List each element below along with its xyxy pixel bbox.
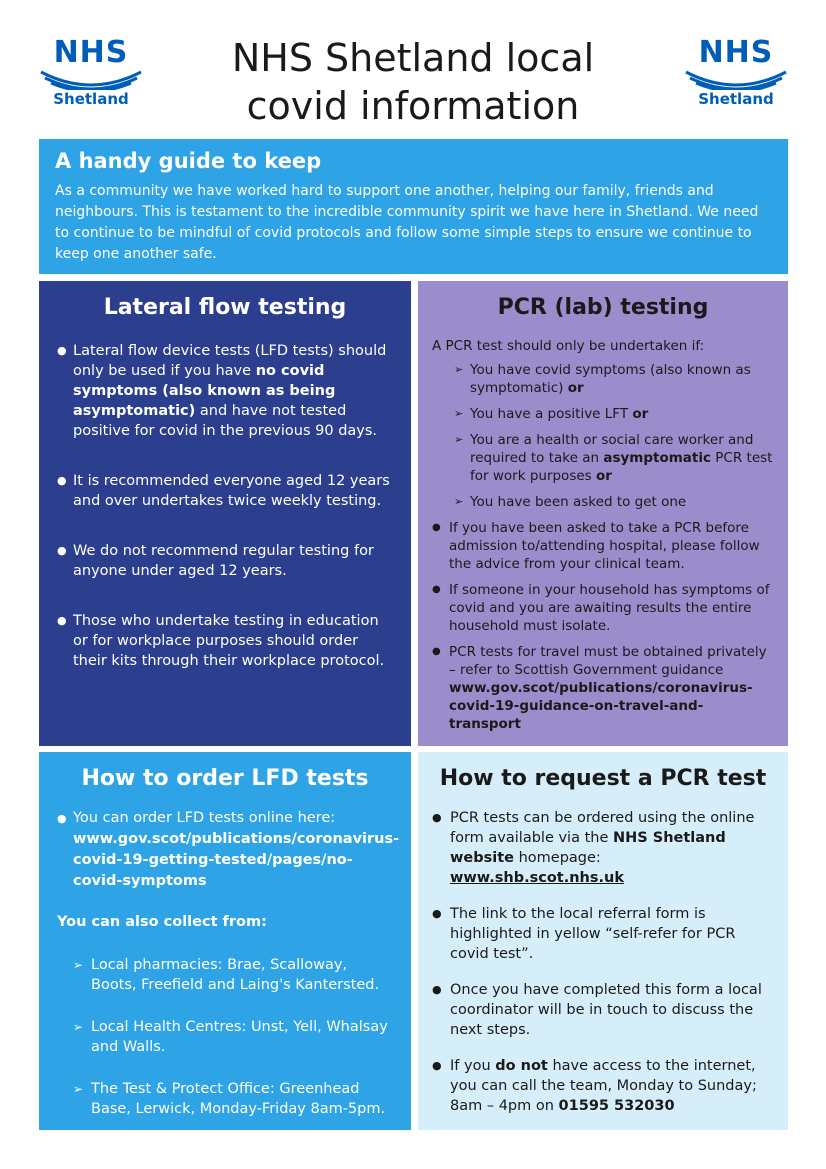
- travel-guidance-link[interactable]: www.gov.scot/publications/coronavirus-covid-19-guidance-on-travel-and-transport: [449, 680, 753, 732]
- title-line-2: covid information: [246, 84, 580, 128]
- item-emphasis: or: [567, 380, 584, 396]
- item-emphasis: or: [632, 406, 649, 422]
- nhs-shetland-logo-right: [683, 35, 789, 112]
- phone-number[interactable]: 01595 532030: [558, 1098, 675, 1114]
- item-text: homepage:: [513, 850, 601, 866]
- item-text: You are a health or social care worker and required to take an: [470, 432, 754, 466]
- item-text: You can order LFD tests online here:: [73, 810, 336, 826]
- logo-place: Shetland: [698, 90, 774, 108]
- item-text: You have covid symptoms (also known as symptomatic): [470, 362, 751, 396]
- pcr-intro: A PCR test should only be undertaken if:: [432, 338, 705, 354]
- item-text: PCR tests for travel must be obtained privately – refer to Scottish Government guidance: [449, 644, 767, 678]
- list-item: [454, 431, 774, 485]
- pcr-bullets: [432, 519, 774, 733]
- list-item: ➢ The Test & Protect Office: Greenhead Base, Lerwick, Monday-Friday 8am-5pm.: [73, 1079, 393, 1119]
- list-item: [57, 341, 393, 441]
- list-item: [454, 361, 774, 397]
- list-item: ● The link to the local referral form is highlighted in yellow “self-refer for PCR covid test”.: [432, 904, 774, 964]
- list-item: ➢ Local pharmacies: Brae, Scalloway, Boots, Freefield and Laing's Kantersted.: [73, 955, 393, 995]
- order-lfd-heading: How to order LFD tests: [81, 766, 369, 791]
- logo-brand: NHS: [53, 35, 129, 70]
- list-item: ● If you have been asked to take a PCR before admission to/attending hospital, please follow the advice from your clinical team.: [432, 519, 774, 573]
- wave-icon: [39, 68, 143, 90]
- logo-place: Shetland: [53, 90, 129, 108]
- request-list: [432, 808, 774, 1116]
- pcr-heading: PCR (lab) testing: [497, 295, 709, 320]
- intro-heading: A handy guide to keep: [55, 149, 322, 173]
- intro-body: As a community we have worked hard to support one another, helping our family, friends and neighbours. This is testament to the incredible community spirit we have here in Shetland. We need to continue to be mindful of covid protocols and follow some simple steps to ensure we continue to keep one another safe.: [55, 183, 759, 262]
- list-item: ➢ Local Health Centres: Unst, Yell, Whalsay and Walls.: [73, 1017, 393, 1057]
- collect-locations: [73, 955, 393, 1119]
- order-lfd-link[interactable]: www.gov.scot/publications/coronavirus-covid-19-getting-tested/pages/no-covid-symptoms: [73, 831, 400, 889]
- item-emphasis: asymptomatic: [603, 450, 711, 466]
- order-list: [57, 808, 400, 892]
- pcr-conditions: [454, 361, 774, 511]
- list-item: ● Once you have completed this form a local coordinator will be in touch to discuss the next steps.: [432, 980, 774, 1040]
- intro-section: [39, 139, 788, 274]
- list-item: [432, 808, 774, 888]
- item-emphasis: NHS Shetland website: [450, 830, 726, 866]
- order-lfd-panel: [39, 752, 411, 1130]
- list-item: ● We do not recommend regular testing for anyone under aged 12 years.: [57, 541, 393, 581]
- page-header: [0, 0, 826, 136]
- list-item: [432, 1056, 774, 1116]
- page-title: [190, 34, 636, 130]
- collect-heading: You can also collect from:: [57, 914, 267, 930]
- lateral-flow-list: [57, 341, 393, 671]
- logo-brand: NHS: [698, 35, 774, 70]
- lateral-flow-panel: [39, 281, 411, 746]
- item-text: have access to the internet, you can call the team, Monday to Sunday; 8am – 4pm on: [450, 1058, 757, 1114]
- list-item: ● Those who undertake testing in education or for workplace purposes should order their kits through their workplace protocol.: [57, 611, 393, 671]
- list-item: [432, 643, 774, 733]
- item-text: PCR test for work purposes: [470, 450, 773, 484]
- list-item: [454, 405, 774, 423]
- item-text: and have not tested positive for covid in the previous 90 days.: [73, 403, 378, 439]
- item-text: PCR tests can be ordered using the online form available via the: [450, 810, 755, 846]
- shb-website-link[interactable]: www.shb.scot.nhs.uk: [450, 870, 624, 886]
- lateral-flow-heading: Lateral flow testing: [103, 295, 347, 320]
- item-emphasis: or: [595, 468, 612, 484]
- list-item: ● It is recommended everyone aged 12 years and over undertakes twice weekly testing.: [57, 471, 393, 511]
- list-item: ➢ You have been asked to get one: [454, 493, 774, 511]
- nhs-shetland-logo-left: [38, 35, 144, 112]
- item-text: If you: [450, 1058, 496, 1074]
- request-pcr-panel: [418, 752, 788, 1130]
- request-pcr-heading: How to request a PCR test: [439, 766, 767, 791]
- pcr-panel: [418, 281, 788, 746]
- item-text: You have a positive LFT: [470, 406, 633, 422]
- item-emphasis: do not: [495, 1058, 548, 1074]
- wave-icon: [684, 68, 788, 90]
- list-item: [57, 808, 400, 892]
- item-text: Lateral flow device tests (LFD tests) should only be used if you have: [73, 343, 387, 379]
- item-emphasis: no covid symptoms (also known as being asymptomatic): [73, 363, 336, 419]
- title-line-1: NHS Shetland local: [231, 36, 595, 80]
- list-item: ● If someone in your household has symptoms of covid and you are awaiting results the entire household must isolate.: [432, 581, 774, 635]
